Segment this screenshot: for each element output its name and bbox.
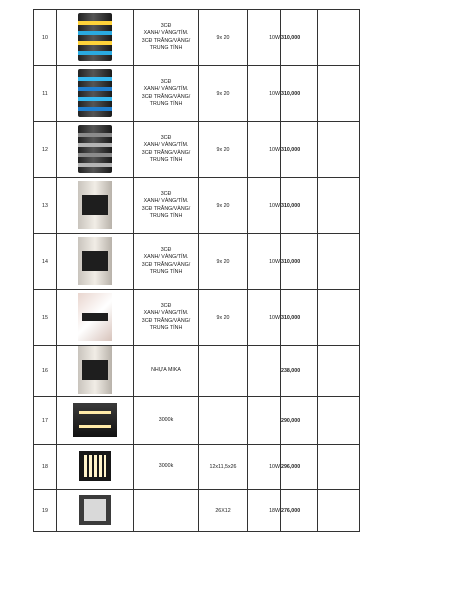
description-line: 3CĐ TRẮNG/VÀNG/ <box>141 261 191 268</box>
product-wattage: 18W <box>248 490 281 532</box>
description-line: XANH/ VÀNG/TÍM. <box>143 30 189 37</box>
table-row <box>34 122 360 178</box>
product-image-cell <box>57 66 134 122</box>
product-size: 9x 20 <box>199 10 248 66</box>
description-line: 3CĐ <box>160 22 172 29</box>
product-image-cell <box>57 290 134 346</box>
row-number: 10 <box>34 10 57 66</box>
description-line: 3CĐ TRẮNG/VÀNG/ <box>141 93 191 100</box>
product-wattage: 10W <box>248 178 281 234</box>
product-image-cell <box>57 490 134 532</box>
product-price: 310,000 <box>281 290 318 346</box>
description-line: TRUNG TÍNH <box>149 324 183 331</box>
product-wattage <box>248 397 281 445</box>
description-line: XANH/ VÀNG/TÍM. <box>143 198 189 205</box>
product-price: 276,000 <box>281 490 318 532</box>
notes-cell <box>318 178 360 234</box>
description-line: 3CĐ <box>160 134 172 141</box>
row-number: 18 <box>34 445 57 490</box>
product-description <box>134 178 199 234</box>
product-image-cell <box>57 234 134 290</box>
table-row <box>34 490 360 532</box>
product-price: 310,000 <box>281 122 318 178</box>
product-wattage: 10W <box>248 445 281 490</box>
description-line: 3CĐ <box>160 190 172 197</box>
description-line: XANH/ VÀNG/TÍM. <box>143 142 189 149</box>
product-wattage: 10W <box>248 66 281 122</box>
table-row <box>34 397 360 445</box>
crystal-panel-light-icon <box>78 293 112 341</box>
description-line: 3000k <box>158 416 174 423</box>
notes-cell <box>318 122 360 178</box>
table-row <box>34 234 360 290</box>
row-number: 15 <box>34 290 57 346</box>
frame-light-icon <box>79 451 111 481</box>
product-size: 12x11,5x26 <box>199 445 248 490</box>
notes-cell <box>318 346 360 397</box>
notes-cell <box>318 445 360 490</box>
product-price: 310,000 <box>281 66 318 122</box>
row-number: 16 <box>34 346 57 397</box>
notes-cell <box>318 290 360 346</box>
description-line: TRUNG TÍNH <box>149 212 183 219</box>
product-price: 238,000 <box>281 346 318 397</box>
black-box-light-icon <box>73 403 117 437</box>
description-line: 3CĐ TRẮNG/VÀNG/ <box>141 317 191 324</box>
table-row <box>34 10 360 66</box>
description-line: 3CĐ <box>160 246 172 253</box>
product-size: 26X12 <box>199 490 248 532</box>
description-line: TRUNG TÍNH <box>149 156 183 163</box>
product-description <box>134 445 199 490</box>
product-size: 9x 20 <box>199 178 248 234</box>
product-size: 9x 20 <box>199 290 248 346</box>
product-description <box>134 122 199 178</box>
row-number: 14 <box>34 234 57 290</box>
description-line: XANH/ VÀNG/TÍM. <box>143 86 189 93</box>
crystal-cylinder-light-icon <box>78 181 112 229</box>
product-image-cell <box>57 397 134 445</box>
table-row <box>34 66 360 122</box>
product-image-cell <box>57 122 134 178</box>
product-price: 310,000 <box>281 234 318 290</box>
product-size <box>199 397 248 445</box>
product-image-cell <box>57 178 134 234</box>
black-frame-light-icon <box>79 495 111 525</box>
product-wattage: 10W <box>248 122 281 178</box>
product-wattage <box>248 346 281 397</box>
table-row <box>34 445 360 490</box>
description-line: TRUNG TÍNH <box>149 268 183 275</box>
table-row <box>34 178 360 234</box>
product-wattage: 10W <box>248 290 281 346</box>
notes-cell <box>318 10 360 66</box>
row-number: 12 <box>34 122 57 178</box>
product-price-table <box>33 9 360 532</box>
row-number: 17 <box>34 397 57 445</box>
product-size <box>199 346 248 397</box>
product-description <box>134 10 199 66</box>
product-price: 296,000 <box>281 445 318 490</box>
notes-cell <box>318 397 360 445</box>
notes-cell <box>318 490 360 532</box>
description-line: TRUNG TÍNH <box>149 44 183 51</box>
product-price: 290,000 <box>281 397 318 445</box>
blue-cylinder-light-icon <box>78 69 112 117</box>
product-wattage: 10W <box>248 10 281 66</box>
description-line: 3CĐ <box>160 302 172 309</box>
product-image-cell <box>57 346 134 397</box>
product-size: 9x 20 <box>199 122 248 178</box>
description-line: TRUNG TÍNH <box>149 100 183 107</box>
product-price: 310,000 <box>281 10 318 66</box>
table-row <box>34 346 360 397</box>
blue-amber-cylinder-light-icon <box>78 13 112 61</box>
product-description <box>134 234 199 290</box>
description-line: 3CĐ TRẮNG/VÀNG/ <box>141 149 191 156</box>
description-line: XANH/ VÀNG/TÍM. <box>143 254 189 261</box>
crystal-cylinder-light-icon <box>78 237 112 285</box>
table-row <box>34 290 360 346</box>
description-line: 3CĐ TRẮNG/VÀNG/ <box>141 205 191 212</box>
notes-cell <box>318 66 360 122</box>
description-line: XANH/ VÀNG/TÍM. <box>143 310 189 317</box>
product-description <box>134 397 199 445</box>
product-description <box>134 66 199 122</box>
product-size: 9x 20 <box>199 66 248 122</box>
notes-cell <box>318 234 360 290</box>
product-price: 310,000 <box>281 178 318 234</box>
product-image-cell <box>57 445 134 490</box>
product-size: 9x 20 <box>199 234 248 290</box>
product-image-cell <box>57 10 134 66</box>
product-description <box>134 490 199 532</box>
description-line: 3000k <box>158 463 174 470</box>
product-wattage: 10W <box>248 234 281 290</box>
mika-cylinder-light-icon <box>78 346 112 394</box>
description-line: NHỰA MIKA <box>151 367 181 374</box>
row-number: 11 <box>34 66 57 122</box>
description-line: 3CĐ TRẮNG/VÀNG/ <box>141 37 191 44</box>
description-line: 3CĐ <box>160 78 172 85</box>
row-number: 13 <box>34 178 57 234</box>
black-cylinder-light-icon <box>78 125 112 173</box>
product-description <box>134 346 199 397</box>
product-description <box>134 290 199 346</box>
row-number: 19 <box>34 490 57 532</box>
